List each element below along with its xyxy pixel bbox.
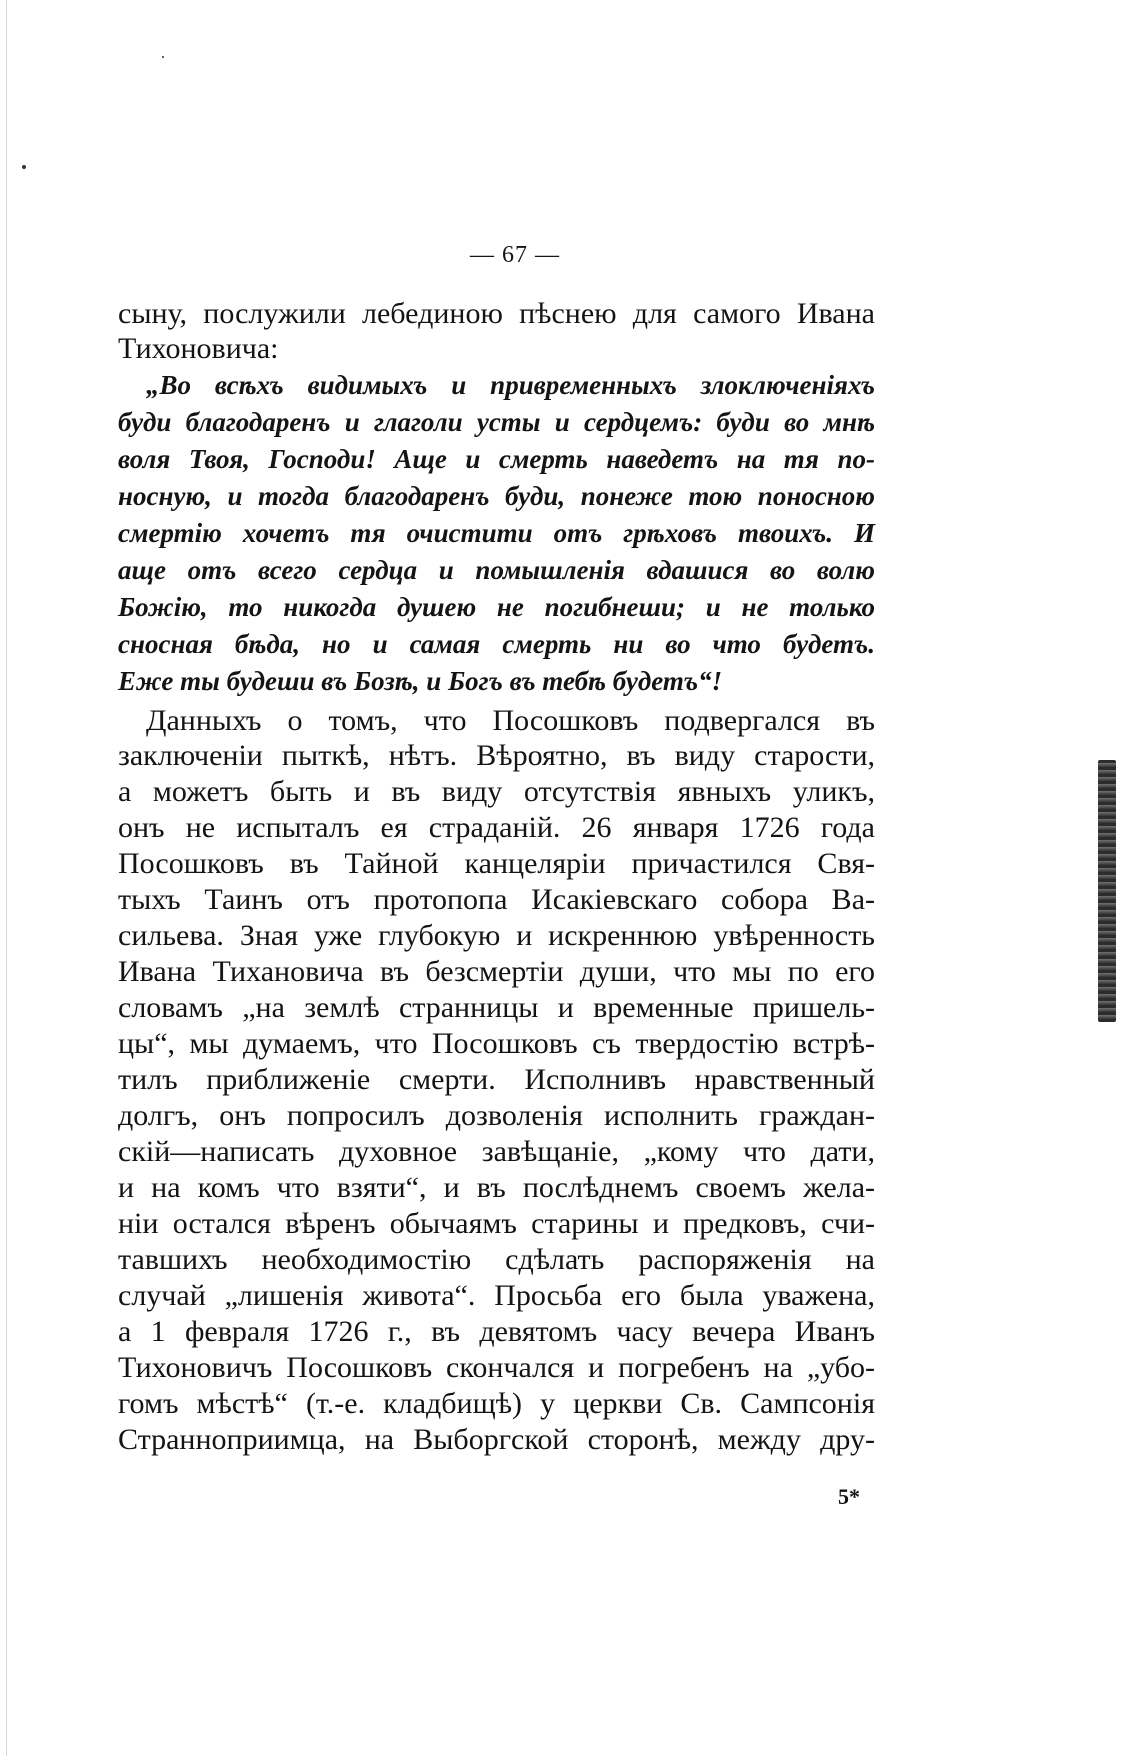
text-line: заключеніи пыткѣ, нѣтъ. Вѣроятно, въ виду старости, <box>118 739 875 772</box>
text-line: сыну, послужили лебединою пѣснею для самого Ивана <box>118 297 875 330</box>
print-speck <box>162 56 164 58</box>
text-line: онъ не испыталъ ея страданій. 26 января 1726 года <box>118 811 875 844</box>
adjacent-page-binding-edge <box>1098 760 1116 1022</box>
quote-line: Еже ты будеши въ Бозѣ, и Богъ въ тебѣ будетъ“! <box>118 666 723 696</box>
quote-line: носную, и тогда благодаренъ буди, понеже тою поносною <box>118 481 875 511</box>
text-line: а можетъ быть и въ виду отсутствія явныхъ уликъ, <box>118 775 875 808</box>
quote-line: аще отъ всего сердца и помышленія вдашися во волю <box>118 555 875 585</box>
text-line: ніи остался вѣренъ обычаямъ старины и предковъ, счи- <box>118 1207 875 1240</box>
text-line: и на комъ что взяти“, и въ послѣднемъ своемъ жела- <box>118 1171 875 1204</box>
text-line: словамъ „на землѣ странницы и временные пришель- <box>118 991 875 1024</box>
text-line: Ивана Тихановича въ безсмертіи души, что мы по его <box>118 955 875 988</box>
text-line: долгъ, онъ попросилъ дозволенія исполнить граждан- <box>118 1099 875 1132</box>
text-line: тилъ приближеніе смерти. Исполнивъ нравственный <box>118 1063 875 1096</box>
text-line: тавшихъ необходимостію сдѣлать распоряженія на <box>118 1243 875 1276</box>
text-line: а 1 февраля 1726 г., въ девятомъ часу вечера Иванъ <box>118 1315 875 1348</box>
quote-line: воля Твоя, Господи! Аще и смерть наведетъ на тя по- <box>118 444 875 474</box>
printer-signature-mark: 5* <box>838 1484 860 1509</box>
text-line: Данныхъ о томъ, что Посошковъ подвергался въ <box>146 704 875 737</box>
text-line: сильева. Зная уже глубокую и искреннюю увѣренность <box>118 919 875 952</box>
quote-line: буди благодаренъ и глаголи усты и сердцемъ: буди во мнѣ <box>118 407 875 437</box>
text-line: цы“, мы думаемъ, что Посошковъ съ твердостію встрѣ- <box>118 1027 875 1060</box>
quote-line: Божію, то никогда душею не погибнеши; и не только <box>118 592 875 622</box>
text-line: скій—написать духовное завѣщаніе, „кому что дати, <box>118 1135 875 1168</box>
text-line: Тихоновича: <box>118 332 279 365</box>
text-line: Странноприимца, на Выборгской сторонѣ, между дру- <box>118 1423 875 1456</box>
quote-line: „Во всѣхъ видимыхъ и привременныхъ злоключеніяхъ <box>146 370 875 400</box>
text-line: случай „лишенія живота“. Просьба его была уважена, <box>118 1279 875 1312</box>
quote-line: смертію хочетъ тя очистити отъ грѣховъ твоихъ. И <box>118 518 875 548</box>
quote-line: сносная бѣда, но и самая смерть ни во что будетъ. <box>118 629 875 659</box>
text-line: тыхъ Таинъ отъ протопопа Исакіевскаго собора Ва- <box>118 883 875 916</box>
text-line: гомъ мѣстѣ“ (т.-е. кладбищѣ) у церкви Св. Сампсонія <box>118 1387 875 1420</box>
text-line: Посошковъ въ Тайной канцеляріи причастился Свя- <box>118 847 875 880</box>
text-line: Тихоновичъ Посошковъ скончался и погребенъ на „убо- <box>118 1351 875 1384</box>
page-number: — 67 — <box>470 242 560 268</box>
print-speck <box>22 165 26 169</box>
